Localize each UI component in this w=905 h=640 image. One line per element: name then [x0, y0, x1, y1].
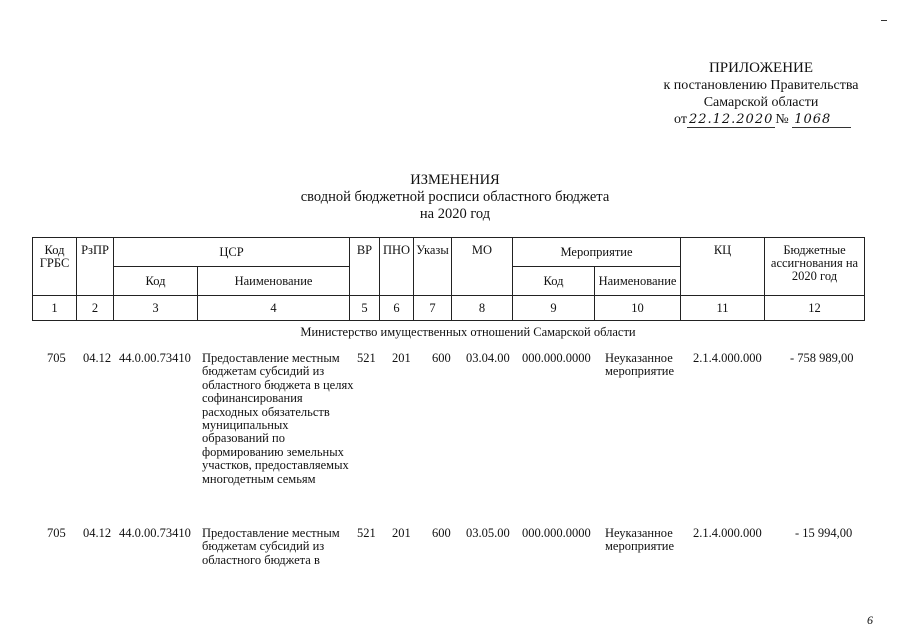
- col-number: 8: [452, 296, 513, 321]
- appendix-date-line: [674, 111, 874, 128]
- col-number: 4: [198, 296, 350, 321]
- cell-mer-kod: 000.000.0000: [522, 351, 591, 365]
- col-csr: ЦСР: [114, 238, 350, 267]
- cell-csr: 44.0.00.73410: [119, 351, 191, 365]
- appendix-line-2: Самарской области: [703, 95, 819, 110]
- cell-mer-name: Неуказанное мероприятие: [605, 351, 675, 379]
- handwritten-number: 1068: [792, 112, 851, 128]
- heading-title: ИЗМЕНЕНИЯ: [410, 172, 500, 188]
- number-prefix: №: [775, 112, 789, 127]
- col-number: 12: [765, 296, 865, 321]
- col-csr-name: Наименование: [198, 267, 350, 296]
- ministry-title: Министерство имущественных отношений Самарской области: [300, 325, 636, 339]
- col-kc: КЦ: [681, 238, 765, 296]
- handwritten-date: 22.12.2020: [688, 112, 774, 127]
- cell-name: Предоставление местным бюджетам субсидий из областного бюджета в: [202, 526, 340, 567]
- col-number: 11: [681, 296, 765, 321]
- cell-name: Предоставление местным бюджетам субсидий из областного бюджета в целях софинансирования расходных обязательств муниципальных образований по формированию земельных участков, предоставляемых многодетным семьям: [202, 351, 354, 486]
- document-heading: [250, 172, 660, 223]
- from-prefix: от: [674, 112, 687, 127]
- cell-pno: 201: [392, 351, 411, 365]
- col-ukazy: Указы: [414, 238, 452, 296]
- cell-ukazy: 600: [432, 351, 451, 365]
- col-pno: ПНО: [380, 238, 414, 296]
- col-assign: Бюджетные ассигнования на 2020 год: [765, 238, 865, 296]
- col-number: 2: [77, 296, 114, 321]
- col-number: 6: [380, 296, 414, 321]
- heading-subtitle: сводной бюджетной росписи областного бюджета: [300, 189, 610, 205]
- col-number: 9: [513, 296, 595, 321]
- cell-amount: - 758 989,00: [790, 351, 854, 365]
- cell-kc: 2.1.4.000.000: [693, 526, 762, 540]
- cell-ukazy: 600: [432, 526, 451, 540]
- cell-vr: 521: [357, 526, 376, 540]
- cell-mer-kod: 000.000.0000: [522, 526, 591, 540]
- cell-rzpr: 04.12: [83, 526, 112, 540]
- col-rzpr: РзПР: [77, 238, 114, 296]
- col-meropriyatie: Мероприятие: [513, 238, 681, 267]
- cell-pno: 201: [392, 526, 411, 540]
- header-table: [32, 237, 865, 321]
- cell-mer-name: Неуказанное мероприятие: [605, 526, 675, 554]
- cell-rzpr: 04.12: [83, 351, 112, 365]
- cell-vr: 521: [357, 351, 376, 365]
- appendix-title: ПРИЛОЖЕНИЕ: [708, 60, 814, 76]
- heading-year: на 2020 год: [419, 206, 491, 222]
- appendix-line-1: к постановлению Правительства: [663, 78, 859, 93]
- cell-grbs: 705: [47, 526, 66, 540]
- cell-mo: 03.04.00: [466, 351, 510, 365]
- col-number: 3: [114, 296, 198, 321]
- col-mo: МО: [452, 238, 513, 296]
- col-number: 5: [350, 296, 380, 321]
- col-number: 7: [414, 296, 452, 321]
- cell-csr: 44.0.00.73410: [119, 526, 191, 540]
- appendix-block: [636, 60, 886, 128]
- cell-grbs: 705: [47, 351, 66, 365]
- cell-kc: 2.1.4.000.000: [693, 351, 762, 365]
- col-kod-grbs: Код ГРБС: [33, 238, 77, 296]
- col-mer-kod: Код: [513, 267, 595, 296]
- scan-mark: [881, 20, 887, 21]
- col-number: 1: [33, 296, 77, 321]
- col-vr: ВР: [350, 238, 380, 296]
- col-csr-kod: Код: [114, 267, 198, 296]
- cell-mo: 03.05.00: [466, 526, 510, 540]
- col-number: 10: [595, 296, 681, 321]
- page-mark: 6: [867, 613, 873, 627]
- col-mer-name: Наименование: [595, 267, 681, 296]
- cell-amount: - 15 994,00: [795, 526, 853, 540]
